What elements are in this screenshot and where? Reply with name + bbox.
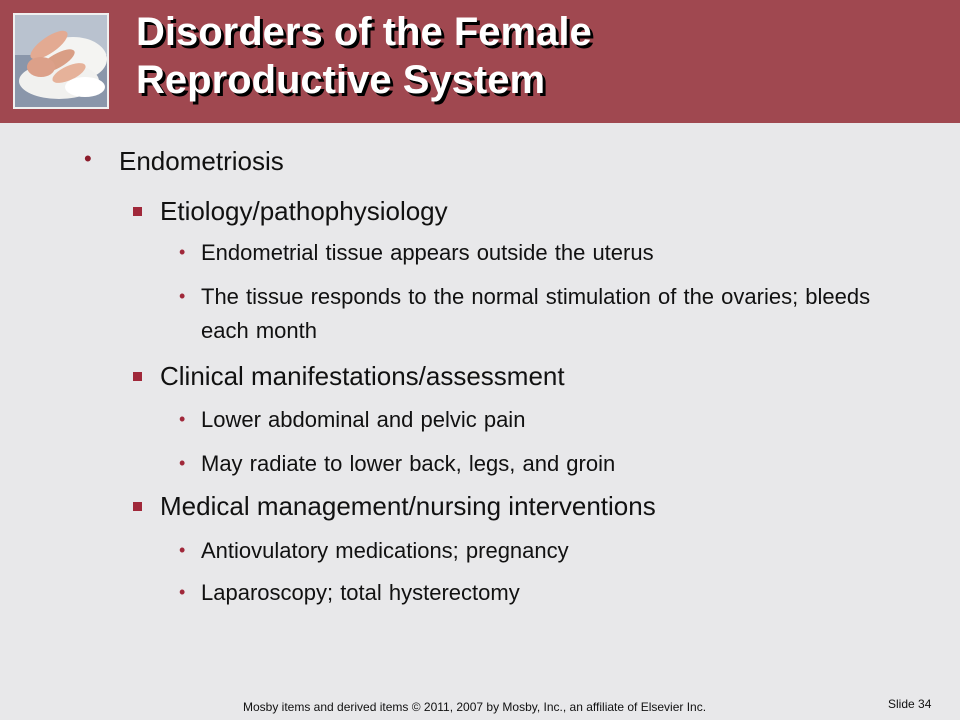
- title-line-1: Disorders of the Female: [136, 10, 592, 54]
- list-item: Endometrial tissue appears outside the uterus: [201, 240, 654, 265]
- list-item: Antiovulatory medications; pregnancy: [201, 538, 569, 563]
- dot-bullet-icon: •: [179, 453, 186, 473]
- topic-heading: Endometriosis: [119, 146, 284, 176]
- dot-bullet-icon: •: [179, 540, 186, 560]
- copyright-footer: Mosby items and derived items © 2011, 2007 by Mosby, Inc., an affiliate of Elsevier Inc.: [243, 700, 707, 714]
- caring-hands-photo: [13, 13, 109, 109]
- hands-illustration: [15, 15, 107, 107]
- title-bar: [0, 0, 960, 123]
- square-bullet-icon: [133, 207, 142, 216]
- square-bullet-icon: [133, 502, 142, 511]
- square-bullet-icon: [133, 372, 142, 381]
- dot-bullet-icon: •: [179, 242, 186, 262]
- list-item: May radiate to lower back, legs, and groin: [201, 451, 616, 476]
- section-heading: Etiology/pathophysiology: [160, 196, 448, 226]
- slide-title: [136, 8, 592, 104]
- section-heading: Medical management/nursing interventions: [160, 491, 656, 521]
- slide-number: Slide 34: [888, 697, 932, 711]
- dot-bullet-icon: •: [179, 286, 186, 306]
- list-item: Lower abdominal and pelvic pain: [201, 407, 526, 432]
- round-bullet-icon: •: [84, 146, 92, 171]
- section-heading: Clinical manifestations/assessment: [160, 361, 565, 391]
- list-item: The tissue responds to the normal stimulation of the ovaries; bleeds each month: [201, 284, 871, 343]
- title-line-2: Reproductive System: [136, 58, 546, 102]
- list-item: Laparoscopy; total hysterectomy: [201, 580, 520, 605]
- dot-bullet-icon: •: [179, 409, 186, 429]
- dot-bullet-icon: •: [179, 582, 186, 602]
